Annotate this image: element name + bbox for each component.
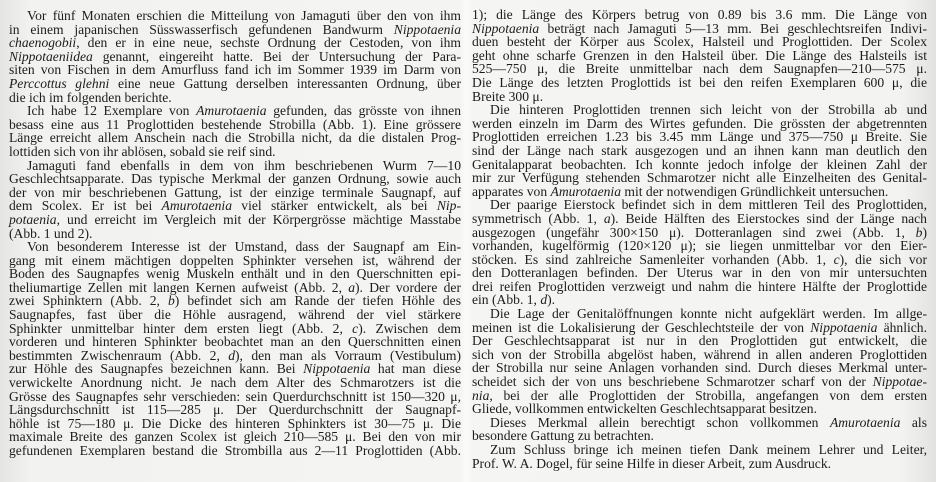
text-line: Boden des Saugnapfes wenig Muskeln enthält und in den Querschnitten epi-: [9, 266, 461, 282]
text-line: theliumartige Zellen mit langen Kernen aufweist (Abb. 2, a). Der vordere der: [9, 279, 461, 295]
paragraph: [9, 159, 461, 241]
paragraph: [9, 104, 461, 158]
italic-taxon: Perccottus glehni: [9, 75, 110, 91]
right-text-column: [472, 8, 927, 470]
text-line: Genitalapparat beobachten. Ich konnte jedoch infolge der kleinen Zahl der: [472, 156, 927, 172]
italic-taxon: Nippotaeniidea: [9, 48, 93, 64]
text-line: Die hinteren Proglottiden trennen sich leicht von der Strobilla ab und: [490, 102, 927, 118]
paragraph: [472, 8, 927, 103]
paragraph: [472, 103, 927, 198]
text-line: mir zur Verfügung stehenden Schmarotzer nicht alle Einzelheiten des Genital-: [472, 170, 927, 186]
text-line: die ich im folgenden berichte.: [9, 89, 172, 105]
paragraph: [472, 416, 927, 443]
text-line: Geschlechtsapparate. Das typische Merkmal der ganzen Ordnung, sowie auch: [9, 171, 461, 187]
text-line: Der Geschlechtsapparat ist nur in den Proglottiden gut entwickelt, die: [472, 333, 927, 349]
italic-taxon: Nippotaenia: [810, 319, 878, 335]
text-line: Vor fünf Monaten erschien die Mitteilung von Jamaguti über den von ihm: [27, 8, 461, 23]
paragraph: [9, 240, 461, 458]
paragraph: [472, 307, 927, 416]
italic-taxon: c: [833, 251, 840, 267]
text-line: in einem japanischen Süsswasserfisch gefundenen Bandwurm Nippotaenia: [9, 21, 461, 37]
text-line: verwickelte Anordnung nicht. Je nach dem Alter des Schmarotzers ist die: [9, 375, 461, 391]
italic-taxon: Nippotaenia: [472, 20, 540, 36]
text-line: (Abb. 1 und 2).: [9, 225, 93, 241]
paragraph: [472, 443, 927, 470]
paragraph: [472, 198, 927, 307]
text-line: ausgezogen (ungefähr 300×150 μ). Dotteranlagen sind zwei (Abb. 1, b): [472, 224, 927, 240]
text-line: chaenogobii, den er in eine neue, sechste Ordnung der Cestoden, von ihm: [9, 35, 461, 51]
text-line: 1); die Länge des Körpers betrug von 0.89 bis 3.6 mm. Die Länge von: [472, 7, 927, 22]
text-line: zwei Sphinktern (Abb. 2, b) befindet sich am Rande der tiefen Höhle des: [9, 293, 461, 309]
text-line: nia, bei der alle Proglottiden der Strobilla, angefangen von dem ersten: [472, 387, 927, 403]
text-line: Jamaguti fand ebenfalls in dem von ihm beschriebenen Wurm 7—10: [27, 157, 461, 173]
italic-taxon: b: [915, 224, 923, 240]
text-line: der Strobilla nur seine Anlagen vorhanden sind. Durch dieses Merkmal unter-: [472, 360, 927, 376]
text-line: apparates von Amurotaenia mit der notwendigen Gründlichkeit untersuchen.: [472, 183, 889, 199]
italic-taxon: d: [228, 347, 236, 363]
text-line: gang mit einem mächtigen doppelten Sphinkter versehen ist, während der: [9, 252, 461, 268]
text-line: Ich habe 12 Exemplare von Amurotaenia gefunden, das grösste von ihnen: [27, 103, 461, 119]
italic-taxon: a: [603, 210, 611, 226]
text-line: höhle ist 75—180 μ. Die Dicke des hinteren Sphinkters ist 30—75 μ. Die: [9, 415, 461, 431]
italic-taxon: Nippotaenia: [303, 361, 371, 377]
text-line: sind der Länge nach stark ausgezogen und an ihnen kann man deutlich den: [472, 142, 927, 158]
italic-taxon: d: [540, 292, 548, 308]
text-line: scheidet sich der von uns beschriebene Schmarotzer scharf von der Nippotae-: [472, 374, 927, 390]
text-line: Die Lage der Genitalöffnungen konnte nicht aufgeklärt werden. Im allge-: [490, 306, 927, 322]
text-line: Die Länge des letzten Proglottids ist bei den reifen Exemplaren 600 μ, die: [472, 74, 927, 90]
text-line: besondere Gattung zu betrachten.: [472, 428, 654, 444]
text-line: meinen ist die Lokalisierung der Geschlechtsteile der von Nippotaenia ähnlich.: [472, 319, 927, 335]
text-line: maximale Breite des ganzen Scolex ist gleich 210—585 μ. Bei den von mir: [9, 429, 461, 445]
italic-taxon: Amurotaenia: [196, 103, 267, 119]
text-line: Nippotaeniidea genannt, eingereiht hatte. Bei der Untersuchung der Para-: [9, 48, 461, 64]
text-line: Perccottus glehni eine neue Gattung derselben interessanten Ordnung, über: [9, 75, 461, 91]
text-line: stöcken. Es sind zahlreiche Samenleiter vorhanden (Abb. 1, c), die sich vor: [472, 251, 927, 267]
text-line: Nippotaenia beträgt nach Jamaguti 5—13 mm. Bei geschlechtsreifen Indivi-: [472, 20, 927, 36]
text-line: gefundenen Exemplaren bestand die Strombilla aus 2—11 Proglottiden (Abb.: [9, 443, 461, 458]
text-line: ein (Abb. 1, d).: [472, 292, 556, 308]
text-line: geht ohne scharfe Grenzen in den Halsteil über. Die Länge des Halsteils ist: [472, 47, 927, 63]
text-line: 525—750 μ, die Breite unmittelbar nach dem Saugnapfen—210—575 μ.: [472, 61, 927, 77]
text-line: Saugnapfes, fast über die Höhle ausragend, während der viel stärkere: [9, 307, 461, 323]
text-line: Grösse des Saugnapfes sehr verschieden: sein Querdurchschnitt ist 150—320 μ,: [9, 388, 461, 404]
text-line: dem Scolex. Er ist bei Amurotaenia viel stärker entwickelt, als bei Nip-: [9, 198, 462, 214]
italic-taxon: Amurotaenia: [829, 414, 901, 430]
text-line: vorderen und hinteren Sphinkter beobachtet man an den Querschnitten einen: [9, 334, 461, 350]
text-line: Proglottiden erreichen 1.23 bis 3.45 mm Länge und 375—750 μ Breite. Sie: [472, 129, 927, 145]
text-line: Breite 300 μ.: [472, 88, 544, 104]
text-line: Prof. W. A. Dogel, für seine Hilfe in dieser Arbeit, zum Ausdruck.: [472, 455, 832, 471]
text-line: der von mir beschriebenen Gattung, ist der einzige terminale Saugnapf, auf: [9, 184, 461, 200]
text-line: symmetrisch (Abb. 1, a). Beide Hälften des Eierstockes sind der Länge nach: [472, 210, 927, 226]
text-line: werden einzeln im Darm des Wirtes gefunden. Die grössten der abgetrennten: [472, 115, 927, 131]
paragraph: [9, 9, 461, 104]
text-line: bestimmten Zwischenraum (Abb. 2, d), den man als Vorraum (Vestibulum): [9, 347, 461, 363]
italic-taxon: potaenia: [9, 211, 57, 227]
left-text-column: [9, 9, 461, 458]
text-line: Dieses Merkmal allein berechtigt schon vollkommen Amurotaenia als: [490, 414, 928, 430]
text-line: Der paarige Eierstock befindet sich in dem mittleren Teil des Proglottiden,: [490, 197, 927, 213]
text-line: Von besonderem Interesse ist der Umstand, dass der Saugnapf am Ein-: [27, 239, 461, 255]
italic-taxon: Nip-: [436, 198, 462, 214]
text-line: den Dotteranlagen befinden. Der Uterus war in den von mir untersuchten: [472, 265, 927, 281]
italic-taxon: c: [352, 320, 359, 336]
italic-taxon: a: [348, 279, 356, 295]
text-line: Zum Schluss bringe ich meinen tiefen Dank meinem Lehrer und Leiter,: [490, 442, 927, 457]
italic-taxon: nia: [472, 387, 490, 403]
text-line: sich von der Strobilla abgelöst haben, während in allen anderen Proglottiden: [472, 346, 927, 362]
text-line: zur Höhle des Saugnapfes bezeichnen kann. Bei Nippotaenia hat man diese: [9, 361, 461, 377]
text-line: Längsdurchschnitt ist 115—285 μ. Der Querdurchschnitt der Saugnapf-: [9, 402, 461, 418]
text-line: Gliede, vollkommen entwickelten Geschlechtsapparat besitzen.: [472, 401, 818, 417]
text-line: drei reifen Proglottiden verzweigt und nahm die hintere Hälfte der Proglottide: [472, 278, 927, 294]
text-line: besass eine aus 11 Proglottiden bestehende Strobilla (Abb. 1). Eine grössere: [9, 116, 461, 132]
italic-taxon: Nippotae-: [872, 374, 927, 390]
italic-taxon: Nippotaenia: [393, 21, 461, 37]
text-line: siten von Fischen in dem Amurfluss fand ich im Sommer 1939 im Darm von: [9, 62, 461, 78]
text-line: lottiden sich von ihr ablösen, sobald sie reif sind.: [9, 143, 276, 159]
text-line: Länge erreicht allem Anschein nach die Strobilla nicht, da die distalen Prog-: [9, 130, 461, 146]
italic-taxon: Amurotaenia: [550, 183, 621, 199]
italic-taxon: chaenogobii: [9, 35, 77, 51]
text-line: potaenia, und erreicht im Vergleich mit der Körpergrösse mächtige Masstabe: [9, 211, 461, 227]
text-line: vorhanden, kugelförmig (120×120 μ); sie liegen unmittelbar vor den Eier-: [472, 238, 927, 254]
italic-taxon: Amurotaenia: [161, 198, 233, 214]
text-line: Sphinkter unmittelbar hinter dem ersten liegt (Abb. 2, c). Zwischen dem: [9, 320, 461, 336]
italic-taxon: b: [167, 293, 175, 309]
text-line: duen besteht der Körper aus Scolex, Halsteil und Proglottiden. Der Scolex: [472, 34, 927, 50]
